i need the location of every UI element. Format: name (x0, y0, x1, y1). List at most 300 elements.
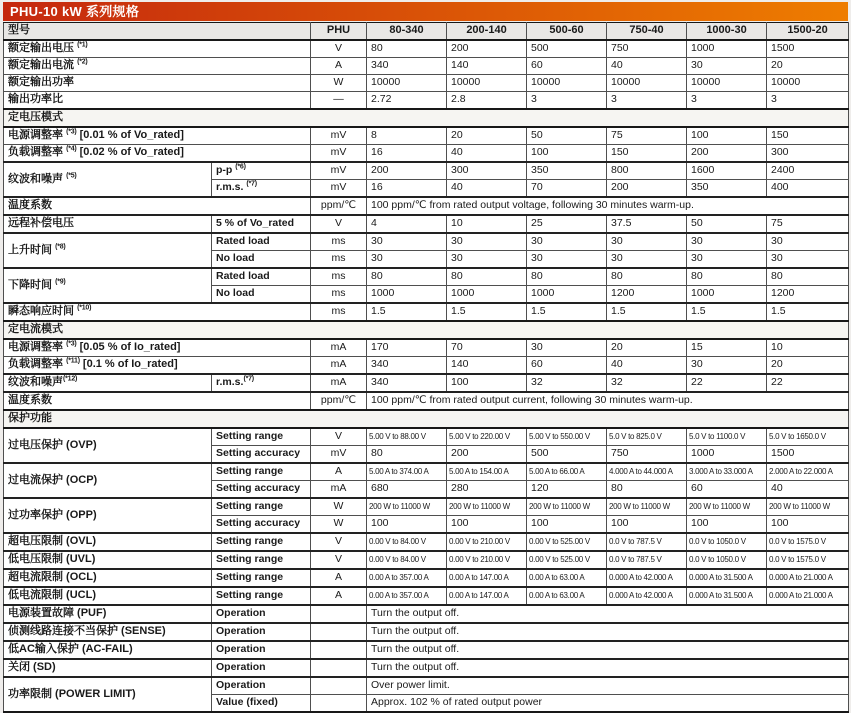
series-title: PHU-10 kW 系列规格 (10, 4, 140, 19)
row-sublabel: Operation (212, 659, 311, 677)
row-label: 侦测线路连接不当保护 (SENSE) (4, 623, 212, 641)
table-row (4, 605, 849, 623)
row-label: 过功率保护 (OPP) (4, 498, 212, 533)
unit-cell: mA (311, 357, 367, 375)
unit-cell: ppm/℃ (311, 392, 367, 410)
value-cell: 1500 (767, 40, 849, 58)
unit-cell (311, 695, 367, 713)
table-row (4, 569, 849, 587)
value-cell: 30 (767, 251, 849, 269)
merged-value-cell: Turn the output off. (367, 605, 849, 623)
value-cell: 100 (687, 127, 767, 145)
value-cell: 80 (367, 40, 447, 58)
row-sublabel: Operation (212, 641, 311, 659)
row-label: 超电流限制 (OCL) (4, 569, 212, 587)
table-row (4, 197, 849, 215)
value-cell: 80 (367, 268, 447, 286)
value-cell: 350 (527, 162, 607, 180)
value-cell: 0.00 V to 84.00 V (367, 551, 447, 569)
value-cell: 680 (367, 481, 447, 499)
table-row (4, 623, 849, 641)
value-cell: 37.5 (607, 215, 687, 233)
unit-cell: ms (311, 268, 367, 286)
value-cell: 30 (447, 251, 527, 269)
row-label: 过电压保护 (OVP) (4, 428, 212, 463)
value-cell: 80 (447, 268, 527, 286)
unit-cell (311, 641, 367, 659)
value-cell: 0.000 A to 31.500 A (687, 587, 767, 605)
value-cell: 1.5 (767, 303, 849, 321)
row-sublabel: r.m.s.$^{(*7)}$ (212, 374, 311, 392)
value-cell: 5.00 V to 88.00 V (367, 428, 447, 446)
row-label: 输出功率比 (4, 92, 311, 110)
value-cell: 0.00 A to 357.00 A (367, 587, 447, 605)
value-cell: 30 (687, 251, 767, 269)
unit-cell: V (311, 533, 367, 551)
value-cell: 10 (767, 339, 849, 357)
value-cell: 0.00 V to 525.00 V (527, 551, 607, 569)
unit-cell: ms (311, 303, 367, 321)
value-cell: 5.00 A to 66.00 A (527, 463, 607, 481)
unit-cell: W (311, 75, 367, 92)
section-row (4, 321, 849, 339)
row-label: 额定输出电流 $^{(*2)}$ (4, 58, 311, 75)
row-sublabel: No load (212, 251, 311, 269)
row-sublabel: No load (212, 286, 311, 304)
value-cell: 80 (607, 481, 687, 499)
row-sublabel: Value (fixed) (212, 695, 311, 713)
merged-value-cell: Turn the output off. (367, 641, 849, 659)
value-cell: 80 (687, 268, 767, 286)
value-cell: 3 (687, 92, 767, 110)
table-row (4, 339, 849, 357)
value-cell: 340 (367, 357, 447, 375)
row-label: 下降时间 $^{(*9)}$ (4, 268, 212, 303)
value-cell: 100 (447, 374, 527, 392)
merged-value-cell: 100 ppm/℃ from rated output voltage, following 30 minutes warm-up. (367, 197, 849, 215)
value-cell: 100 (527, 516, 607, 534)
value-cell: 1.5 (367, 303, 447, 321)
value-cell: 16 (367, 180, 447, 198)
value-cell: 40 (767, 481, 849, 499)
row-label: 温度系数 (4, 392, 311, 410)
row-sublabel: r.m.s. $^{(*7)}$ (212, 180, 311, 198)
row-label: 低电压限制 (UVL) (4, 551, 212, 569)
value-cell: 10000 (687, 75, 767, 92)
value-cell: 800 (607, 162, 687, 180)
unit-cell: mV (311, 180, 367, 198)
row-label: 负载调整率 $^{(*4)}$ [0.02 % of Vo_rated] (4, 145, 311, 163)
value-cell: 280 (447, 481, 527, 499)
value-cell: 22 (687, 374, 767, 392)
unit-cell: V (311, 428, 367, 446)
unit-cell (311, 605, 367, 623)
value-cell: 100 (447, 516, 527, 534)
unit-cell: A (311, 569, 367, 587)
value-cell: 1600 (687, 162, 767, 180)
value-cell: 0.0 V to 1050.0 V (687, 551, 767, 569)
value-cell: 30 (367, 233, 447, 251)
table-row (4, 463, 849, 481)
value-cell: 0.00 A to 147.00 A (447, 587, 527, 605)
column-header: 80-340 (367, 23, 447, 41)
row-sublabel: Setting range (212, 569, 311, 587)
value-cell: 120 (527, 481, 607, 499)
unit-cell: W (311, 498, 367, 516)
table-row (4, 58, 849, 75)
row-label: 额定输出功率 (4, 75, 311, 92)
value-cell: 2400 (767, 162, 849, 180)
value-cell: 16 (367, 145, 447, 163)
value-cell: 5.0 V to 825.0 V (607, 428, 687, 446)
spec-table (3, 22, 849, 713)
value-cell: 25 (527, 215, 607, 233)
value-cell: 5.00 A to 154.00 A (447, 463, 527, 481)
table-row (4, 428, 849, 446)
value-cell: 70 (527, 180, 607, 198)
column-header: 200-140 (447, 23, 527, 41)
value-cell: 10000 (607, 75, 687, 92)
row-label: 纹波和噪声 $^{(*5)}$ (4, 162, 212, 197)
value-cell: 4.000 A to 44.000 A (607, 463, 687, 481)
table-row (4, 677, 849, 695)
value-cell: 0.00 A to 63.00 A (527, 569, 607, 587)
value-cell: 1.5 (607, 303, 687, 321)
value-cell: 80 (607, 268, 687, 286)
value-cell: 0.00 V to 210.00 V (447, 551, 527, 569)
row-sublabel: Operation (212, 677, 311, 695)
merged-value-cell: 100 ppm/℃ from rated output current, following 30 minutes warm-up. (367, 392, 849, 410)
value-cell: 5.0 V to 1650.0 V (767, 428, 849, 446)
row-sublabel: Rated load (212, 268, 311, 286)
row-sublabel: Setting range (212, 463, 311, 481)
unit-cell: A (311, 463, 367, 481)
table-row (4, 127, 849, 145)
row-label: 过电流保护 (OCP) (4, 463, 212, 498)
value-cell: 1000 (367, 286, 447, 304)
table-row (4, 268, 849, 286)
value-cell: 30 (527, 251, 607, 269)
table-row (4, 392, 849, 410)
value-cell: 5.00 V to 220.00 V (447, 428, 527, 446)
unit-cell: mA (311, 374, 367, 392)
unit-cell (311, 623, 367, 641)
row-label: 上升时间 $^{(*8)}$ (4, 233, 212, 268)
unit-cell (311, 659, 367, 677)
value-cell: 1500 (767, 446, 849, 464)
section-title: 定电压模式 (4, 109, 849, 127)
table-row (4, 533, 849, 551)
value-cell: 200 (447, 446, 527, 464)
value-cell: 8 (367, 127, 447, 145)
value-cell: 1000 (527, 286, 607, 304)
value-cell: 0.00 A to 357.00 A (367, 569, 447, 587)
unit-cell: ms (311, 286, 367, 304)
table-row (4, 23, 849, 41)
unit-cell: mA (311, 481, 367, 499)
value-cell: 750 (607, 446, 687, 464)
value-cell: 1200 (767, 286, 849, 304)
row-sublabel: Rated load (212, 233, 311, 251)
value-cell: 80 (767, 268, 849, 286)
value-cell: 0.0 V to 1050.0 V (687, 533, 767, 551)
value-cell: 1200 (607, 286, 687, 304)
value-cell: 200 (367, 162, 447, 180)
row-sublabel: Setting accuracy (212, 481, 311, 499)
unit-cell: ms (311, 233, 367, 251)
value-cell: 30 (447, 233, 527, 251)
row-label: 功率限制 (POWER LIMIT) (4, 677, 212, 712)
row-label: 温度系数 (4, 197, 311, 215)
value-cell: 200 W to 11000 W (607, 498, 687, 516)
value-cell: 3.000 A to 33.000 A (687, 463, 767, 481)
table-row (4, 498, 849, 516)
value-cell: 3 (767, 92, 849, 110)
row-label: 瞬态响应时间 $^{(*10)}$ (4, 303, 311, 321)
column-header: 1000-30 (687, 23, 767, 41)
section-title: 定电流模式 (4, 321, 849, 339)
value-cell: 10000 (767, 75, 849, 92)
row-sublabel: Setting range (212, 587, 311, 605)
row-sublabel: Setting accuracy (212, 446, 311, 464)
series-title-bar (3, 2, 848, 21)
value-cell: 30 (687, 357, 767, 375)
row-label: 纹波和噪声$^{(*12)}$ (4, 374, 212, 392)
value-cell: 1000 (447, 286, 527, 304)
value-cell: 2.8 (447, 92, 527, 110)
row-label: 型号 (4, 23, 311, 41)
value-cell: 0.000 A to 31.500 A (687, 569, 767, 587)
value-cell: 0.00 A to 147.00 A (447, 569, 527, 587)
table-row (4, 75, 849, 92)
value-cell: 200 (687, 145, 767, 163)
unit-cell (311, 677, 367, 695)
value-cell: 30 (607, 233, 687, 251)
value-cell: 30 (367, 251, 447, 269)
column-header: 1500-20 (767, 23, 849, 41)
section-title: 保护功能 (4, 410, 849, 428)
value-cell: 10000 (447, 75, 527, 92)
value-cell: 100 (367, 516, 447, 534)
value-cell: 3 (607, 92, 687, 110)
value-cell: 3 (527, 92, 607, 110)
value-cell: 40 (607, 357, 687, 375)
value-cell: 200 (447, 40, 527, 58)
value-cell: 80 (527, 268, 607, 286)
row-sublabel: 5 % of Vo_rated (212, 215, 311, 233)
row-sublabel: Operation (212, 605, 311, 623)
value-cell: 70 (447, 339, 527, 357)
value-cell: 5.00 V to 550.00 V (527, 428, 607, 446)
row-label: 电源装置故障 (PUF) (4, 605, 212, 623)
value-cell: 5.0 V to 1100.0 V (687, 428, 767, 446)
value-cell: 140 (447, 357, 527, 375)
row-label: 电源调整率 $^{(*3)}$ [0.05 % of Io_rated] (4, 339, 311, 357)
value-cell: 30 (527, 233, 607, 251)
value-cell: 1000 (687, 446, 767, 464)
merged-value-cell: Turn the output off. (367, 623, 849, 641)
value-cell: 200 W to 11000 W (527, 498, 607, 516)
value-cell: 30 (767, 233, 849, 251)
value-cell: 0.00 V to 525.00 V (527, 533, 607, 551)
value-cell: 2.72 (367, 92, 447, 110)
row-sublabel: Setting range (212, 533, 311, 551)
value-cell: 140 (447, 58, 527, 75)
value-cell: 150 (767, 127, 849, 145)
value-cell: 100 (527, 145, 607, 163)
value-cell: 60 (527, 357, 607, 375)
value-cell: 170 (367, 339, 447, 357)
value-cell: 2.000 A to 22.000 A (767, 463, 849, 481)
row-label: 关闭 (SD) (4, 659, 212, 677)
value-cell: 0.000 A to 42.000 A (607, 587, 687, 605)
value-cell: 40 (607, 58, 687, 75)
value-cell: 500 (527, 40, 607, 58)
value-cell: 20 (767, 357, 849, 375)
table-row (4, 641, 849, 659)
value-cell: 0.000 A to 21.000 A (767, 569, 849, 587)
value-cell: 1000 (687, 286, 767, 304)
row-label: 低AC输入保护 (AC-FAIL) (4, 641, 212, 659)
value-cell: 20 (447, 127, 527, 145)
row-sublabel: Setting range (212, 428, 311, 446)
value-cell: 30 (607, 251, 687, 269)
value-cell: 0.0 V to 787.5 V (607, 533, 687, 551)
row-label: 电源调整率 $^{(*3)}$ [0.01 % of Vo_rated] (4, 127, 311, 145)
table-row (4, 303, 849, 321)
merged-value-cell: Approx. 102 % of rated output power (367, 695, 849, 713)
value-cell: 80 (367, 446, 447, 464)
value-cell: 300 (447, 162, 527, 180)
unit-cell: ms (311, 251, 367, 269)
value-cell: 75 (607, 127, 687, 145)
value-cell: 60 (527, 58, 607, 75)
table-row (4, 162, 849, 180)
value-cell: 0.0 V to 1575.0 V (767, 533, 849, 551)
value-cell: 1.5 (527, 303, 607, 321)
row-sublabel: p-p $^{(*6)}$ (212, 162, 311, 180)
value-cell: 50 (527, 127, 607, 145)
unit-cell: A (311, 58, 367, 75)
value-cell: 10 (447, 215, 527, 233)
row-sublabel: Setting accuracy (212, 516, 311, 534)
unit-cell: — (311, 92, 367, 110)
value-cell: 30 (527, 339, 607, 357)
value-cell: 1.5 (447, 303, 527, 321)
value-cell: 200 W to 11000 W (767, 498, 849, 516)
table-row (4, 551, 849, 569)
value-cell: 200 W to 11000 W (447, 498, 527, 516)
value-cell: 0.00 V to 210.00 V (447, 533, 527, 551)
value-cell: 32 (527, 374, 607, 392)
row-label: 低电流限制 (UCL) (4, 587, 212, 605)
value-cell: 60 (687, 481, 767, 499)
value-cell: 300 (767, 145, 849, 163)
row-label: 超电压限制 (OVL) (4, 533, 212, 551)
value-cell: 22 (767, 374, 849, 392)
value-cell: 4 (367, 215, 447, 233)
value-cell: 150 (607, 145, 687, 163)
value-cell: 340 (367, 374, 447, 392)
value-cell: 0.00 A to 63.00 A (527, 587, 607, 605)
table-row (4, 587, 849, 605)
unit-cell: V (311, 40, 367, 58)
value-cell: 75 (767, 215, 849, 233)
table-row (4, 215, 849, 233)
value-cell: 200 (607, 180, 687, 198)
value-cell: 100 (687, 516, 767, 534)
unit-cell: V (311, 215, 367, 233)
section-row (4, 410, 849, 428)
table-row (4, 659, 849, 677)
value-cell: 32 (607, 374, 687, 392)
row-sublabel: Setting range (212, 498, 311, 516)
value-cell: 200 W to 11000 W (687, 498, 767, 516)
value-cell: 500 (527, 446, 607, 464)
row-sublabel: Operation (212, 623, 311, 641)
unit-cell: mV (311, 127, 367, 145)
value-cell: 5.00 A to 374.00 A (367, 463, 447, 481)
value-cell: 100 (607, 516, 687, 534)
value-cell: 20 (767, 58, 849, 75)
value-cell: 0.0 V to 1575.0 V (767, 551, 849, 569)
table-row (4, 40, 849, 58)
value-cell: 15 (687, 339, 767, 357)
table-row (4, 374, 849, 392)
unit-cell: V (311, 551, 367, 569)
row-label: 额定输出电压 $^{(*1)}$ (4, 40, 311, 58)
value-cell: 100 (767, 516, 849, 534)
value-cell: 40 (447, 180, 527, 198)
unit-cell: A (311, 587, 367, 605)
column-header: 500-60 (527, 23, 607, 41)
value-cell: 0.000 A to 42.000 A (607, 569, 687, 587)
unit-cell: mV (311, 145, 367, 163)
value-cell: 0.000 A to 21.000 A (767, 587, 849, 605)
value-cell: 20 (607, 339, 687, 357)
value-cell: 340 (367, 58, 447, 75)
row-label: 远程补偿电压 (4, 215, 212, 233)
merged-value-cell: Turn the output off. (367, 659, 849, 677)
value-cell: 10000 (527, 75, 607, 92)
value-cell: 1.5 (687, 303, 767, 321)
value-cell: 40 (447, 145, 527, 163)
table-row (4, 357, 849, 375)
unit-cell: mV (311, 162, 367, 180)
column-header: PHU (311, 23, 367, 41)
value-cell: 1000 (687, 40, 767, 58)
value-cell: 350 (687, 180, 767, 198)
unit-cell: mV (311, 446, 367, 464)
merged-value-cell: Over power limit. (367, 677, 849, 695)
unit-cell: mA (311, 339, 367, 357)
table-row (4, 233, 849, 251)
table-row (4, 145, 849, 163)
row-label: 负载调整率 $^{(*11)}$ [0.1 % of Io_rated] (4, 357, 311, 375)
value-cell: 0.0 V to 787.5 V (607, 551, 687, 569)
unit-cell: W (311, 516, 367, 534)
column-header: 750-40 (607, 23, 687, 41)
value-cell: 10000 (367, 75, 447, 92)
value-cell: 400 (767, 180, 849, 198)
table-row (4, 92, 849, 110)
row-sublabel: Setting range (212, 551, 311, 569)
value-cell: 30 (687, 58, 767, 75)
section-row (4, 109, 849, 127)
unit-cell: ppm/℃ (311, 197, 367, 215)
value-cell: 0.00 V to 84.00 V (367, 533, 447, 551)
value-cell: 200 W to 11000 W (367, 498, 447, 516)
